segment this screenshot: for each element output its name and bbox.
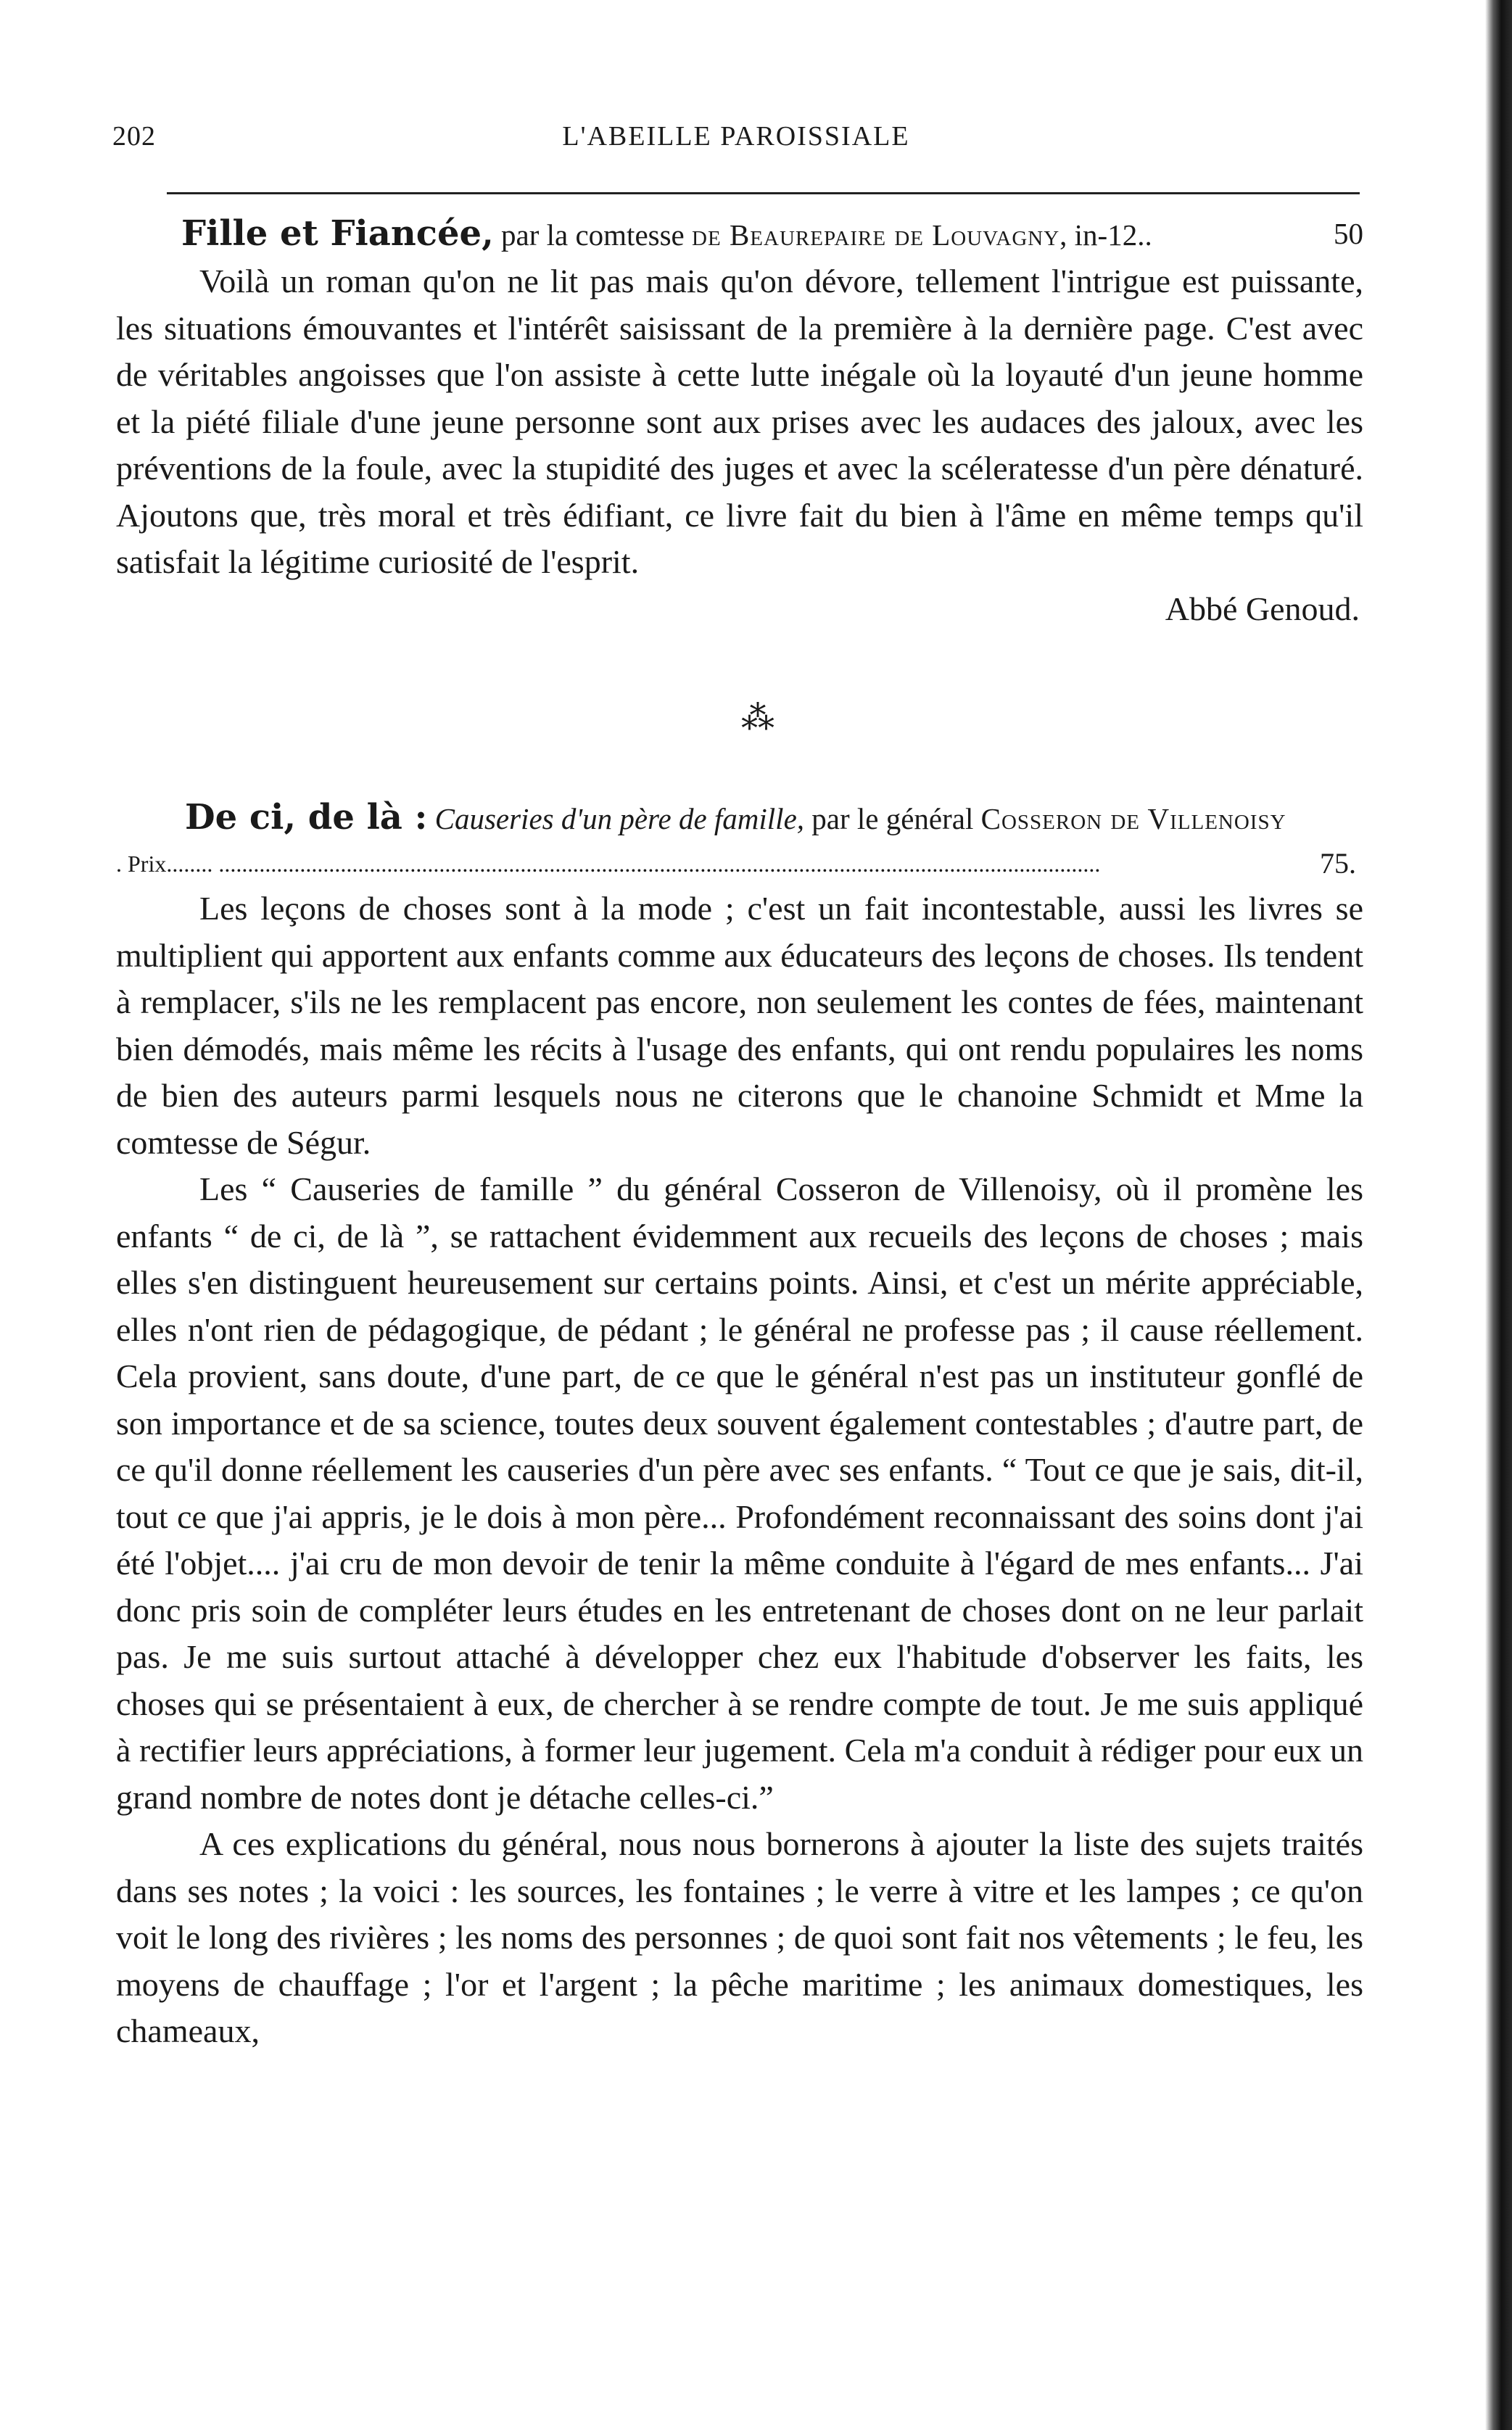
header-rule — [167, 192, 1360, 194]
book-format: , in-12.. — [1059, 218, 1152, 252]
page-number: 202 — [112, 121, 156, 152]
entry-heading — [116, 794, 1363, 842]
dot-leaders: ........................................................................................................................................................ — [212, 851, 1101, 877]
author-particle: de — [886, 218, 933, 252]
review-entry-fille-et-fiancee — [116, 210, 1363, 632]
review-paragraph: A ces explications du général, nous nous bornerons à ajouter la liste des sujets traités dans ses notes ; la voici : les sources, les fontaines ; le verre à vitre et les lampes ; ce qu'on voit le long des rivières ; les noms des personnes ; de quoi sont fait nos vêtements ; le feu, les moyens de chauffage ; l'or et l'argent ; la pêche maritime ; les animaux domestiques, les chameaux, — [116, 1825, 1363, 2049]
page-header — [112, 120, 1360, 164]
price-line — [116, 842, 1363, 885]
review-entry-de-ci-de-la — [116, 794, 1363, 2055]
book-title: Fille et Fiancée, — [181, 213, 494, 254]
book-price: 50 — [1334, 217, 1363, 250]
running-title: L'ABEILLE PAROISSIALE — [562, 121, 910, 152]
signature-text: Abbé Genoud. — [1165, 590, 1360, 627]
author-name: Beaurepaire — [729, 218, 887, 252]
by-text: par le général — [804, 802, 981, 835]
prix-label: . Prix........ — [116, 851, 213, 877]
review-signature — [116, 586, 1363, 632]
review-paragraph: Les leçons de choses sont à la mode ; c'est un fait incontestable, aussi les livres se multiplient qui apportent aux enfants comme aux éducateurs des leçons de choses. Ils tendent à remplacer, s'ils ne les remplacent pas encore, non seulement les contes de fées, maintenant bien démodés, mais même les récits à l'usage des enfants, qui ont rendu populaires les noms de bien des auteurs parmi lesquels nous ne citerons que le chanoine Schmidt et Mme la comtesse de Ségur. — [116, 890, 1363, 1161]
author-name: Louvagny — [932, 218, 1060, 252]
asterism-separator: ⁂ — [741, 699, 774, 736]
by-text: par la comtesse — [493, 218, 693, 252]
author-particle: de — [1102, 802, 1148, 835]
book-price: 75. — [1314, 842, 1356, 885]
review-paragraph: Voilà un roman qu'on ne lit pas mais qu'on dévore, tellement l'intrigue est puissante, les situations émouvantes et l'intérêt saisissant de la première à la dernière page. C'est avec de véritables angoisses que l'on assiste à cette lutte inégale où la loyauté d'un jeune homme et la piété filiale d'une jeune personne sont aux prises avec les audaces des jaloux, avec les préventions de la foule, avec la stupidité des juges et avec la scéleratesse d'un père dénaturé. Ajoutons que, très moral et très édifiant, ce livre fait du bien à l'âme en même temps qu'il satisfait la légitime curiosité de l'esprit. — [116, 263, 1363, 580]
entry-heading — [116, 210, 1363, 258]
book-subtitle: Causeries d'un père de famille, — [427, 802, 805, 835]
scan-binding-edge — [1485, 0, 1512, 2430]
book-title: De ci, de là : — [185, 797, 428, 838]
review-paragraph: Les “ Causeries de famille ” du général Cosseron de Villenoisy, où il promène les enfants “ de ci, de là ”, se rattachent évidemment aux recueils des leçons de choses ; mais elles s'en distinguent heureusement sur certains points. Ainsi, et c'est un mérite appréciable, elles n'ont rien de pédagogique, de pédant ; le général ne professe pas ; il cause réellement. Cela provient, sans doute, d'une part, de ce que le général n'est pas un instituteur gonflé de son importance et de sa science, toutes deux souvent également contestables ; d'autre part, de ce qu'il donne réellement les causeries d'un père avec ses enfants. “ Tout ce que je sais, dit-il, tout ce que j'ai appris, je le dois à mon père... Profondément reconnaissant des soins dont j'ai été l'objet.... j'ai cru de mon devoir de tenir la même conduite à l'égard de mes enfants... J'ai donc pris soin de compléter leurs études en les entretenant de choses dont on ne leur parlait pas. Je me suis surtout attaché à développer chez eux l'habitude d'observer les faits, les choses qui se présentaient à eux, de chercher à se rendre compte de tout. Je me suis appliqué à rectifier leurs appréciations, à former leur jugement. Cela m'a conduit à rédiger pour eux un grand nombre de notes dont je détache celles-ci.” — [116, 1170, 1363, 1816]
author-name: Villenoisy — [1147, 802, 1286, 835]
author-particle: de — [692, 218, 730, 252]
author-name: Cosseron — [980, 802, 1103, 835]
